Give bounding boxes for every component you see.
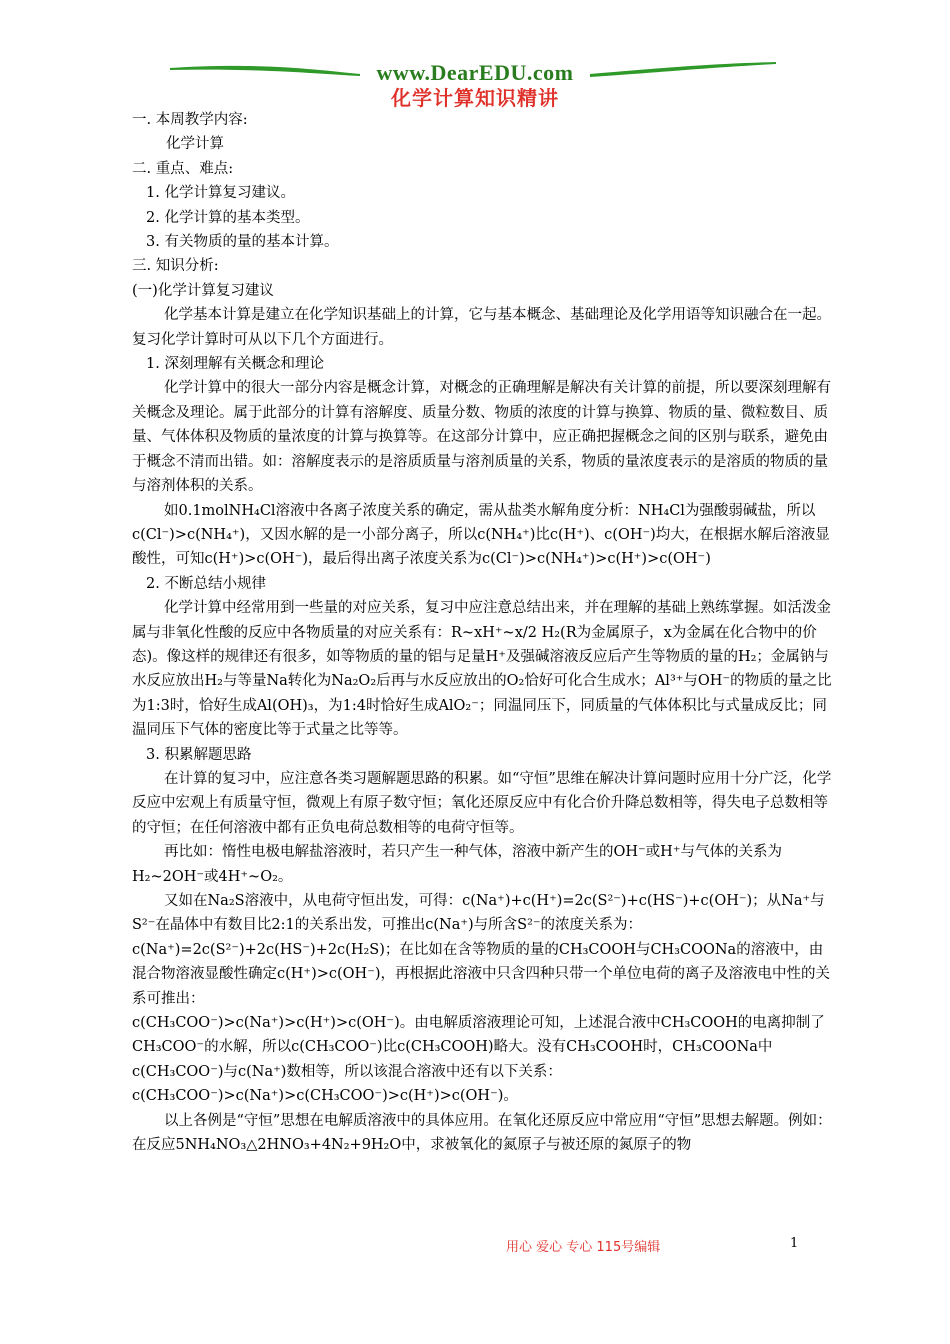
paragraph: 3. 积累解题思路 bbox=[146, 746, 252, 763]
site-logo-text: www.DearEDU.com bbox=[376, 60, 574, 85]
paragraph: 1. 深刻理解有关概念和理论 bbox=[146, 356, 324, 373]
footer-editor-note: 用心 爱心 专心 115号编辑 bbox=[506, 1240, 661, 1255]
paragraph: 以上各例是“守恒”思想在电解质溶液中的具体应用。在氧化还原反应中常应用“守恒”思想去解题。例如：在反应5NH₄NO₃△2HNO₃+4N₂+9H₂O中，求被氧化的氮原子与被还原的氮原子的物 bbox=[132, 1112, 832, 1154]
paragraph: 一. 本周教学内容: bbox=[132, 112, 248, 128]
page-number: 1 bbox=[790, 1236, 799, 1251]
paragraph: 化学计算中的很大一部分内容是概念计算，对概念的正确理解是解决有关计算的前提，所以要深刻理解有关概念及理论。属于此部分的计算有溶解度、质量分数、物质的浓度的计算与换算、物质的量、微粒数目、质量、气体体积及物质的量浓度的计算与换算等。在这部分计算中，应正确把握概念之间的区别与联系，避免由于概念不清而出错。如：溶解度表示的是溶质质量与溶剂质量的关系，物质的量浓度表示的是溶质的物质的量与溶剂体积的关系。 bbox=[132, 380, 831, 495]
paragraph: c(CH₃COO⁻)>c(Na⁺)>c(H⁺)>c(OH⁻)。由电解质溶液理论可知，上述混合液中CH₃COOH的电离抑制了CH₃COO⁻的水解，所以c(CH₃COO⁻)比c(CH₃COOH)略大。没有CH₃COOH时，CH₃COONa中c(CH₃COO⁻)与c(Na⁺)数相等，所以该混合溶液中还有以下关系： bbox=[132, 1015, 825, 1080]
paragraph: 1. 化学计算复习建议。 bbox=[146, 185, 295, 202]
paragraph: 在计算的复习中，应注意各类习题解题思路的积累。如“守恒”思维在解决计算问题时应用十分广泛，化学反应中宏观上有质量守恒，微观上有原子数守恒；氧化还原反应中有化合价升降总数相等，得失电子总数相等的守恒；在任何溶液中都有正负电荷总数相等的电荷守恒等。 bbox=[132, 770, 832, 836]
paragraph: 2. 化学计算的基本类型。 bbox=[146, 209, 310, 226]
paragraph: 又如在Na₂S溶液中，从电荷守恒出发，可得：c(Na⁺)+c(H⁺)=2c(S²⁻)+c(HS⁻)+c(OH⁻)；从Na⁺与S²⁻在晶体中有数目比2:1的关系出发，可推出c(Na⁺)与所含S²⁻的浓度关系为：c(Na⁺)=2c(S²⁻)+2c(HS⁻)+2c(H₂S)；在比如在含等物质的量的CH₃COOH与CH₃COONa的溶液中，由混合物溶液显酸性确定c(H⁺)>c(OH⁻)，再根据此溶液中只含四种只带一个单位电荷的离子及溶液电中性的关系可推出： bbox=[132, 893, 830, 1007]
paragraph: 化学基本计算是建立在化学知识基础上的计算，它与基本概念、基础理论及化学用语等知识融合在一起。复习化学计算时可从以下几个方面进行。 bbox=[132, 307, 831, 348]
paragraph: 化学计算 bbox=[166, 136, 224, 153]
paragraph: 二. 重点、难点: bbox=[132, 160, 234, 177]
paragraph: (一)化学计算复习建议 bbox=[132, 282, 274, 299]
paragraph: 再比如：惰性电极电解盐溶液时，若只产生一种气体，溶液中新产生的OH⁻或H⁺与气体的关系为H₂~2OH⁻或4H⁺~O₂。 bbox=[132, 844, 782, 885]
paragraph: 3. 有关物质的量的基本计算。 bbox=[146, 234, 339, 251]
document-body bbox=[132, 108, 832, 1157]
paragraph: 化学计算中经常用到一些量的对应关系，复习中应注意总结出来，并在理解的基础上熟练掌握。如活泼金属与非氧化性酸的反应中各物质量的对应关系有：R~xH⁺~x/2 H₂(R为金属原子，x为金属在化合物中的价态)。像这样的规律还有很多，如等物质的量的铝与足量H⁺及强碱溶液反应后产生等物质的量的H₂；金属钠与水反应放出H₂与等量Na转化为Na₂O₂后再与水反应放出的O₂恰好可化合生成水；Al³⁺与OH⁻的物质的量之比为1:3时，恰好生成Al(OH)₃，为1:4时恰好生成AlO₂⁻；同温同压下，同质量的气体体积比与式量成反比；同温同压下气体的密度比等于式量之比等等。 bbox=[132, 600, 832, 739]
paragraph: 三. 知识分析: bbox=[132, 258, 219, 275]
paragraph: 如0.1molNH₄Cl溶液中各离子浓度关系的确定，需从盐类水解角度分析：NH₄Cl为强酸弱碱盐，所以c(Cl⁻)>c(NH₄⁺)，又因水解的是一小部分离子，所以c(NH₄⁺)比c(H⁺)、c(OH⁻)均大，在根据水解后溶液显酸性，可知c(H⁺)>c(OH⁻)，最后得出离子浓度关系为c(Cl⁻)>c(NH₄⁺)>c(H⁺)>c(OH⁻) bbox=[132, 502, 830, 568]
paragraph: 2. 不断总结小规律 bbox=[146, 575, 266, 592]
page-title: 化学计算知识精讲 bbox=[391, 86, 559, 110]
paragraph: c(CH₃COO⁻)>c(Na⁺)>c(CH₃COO⁻)>c(H⁺)>c(OH⁻)。 bbox=[132, 1088, 518, 1105]
